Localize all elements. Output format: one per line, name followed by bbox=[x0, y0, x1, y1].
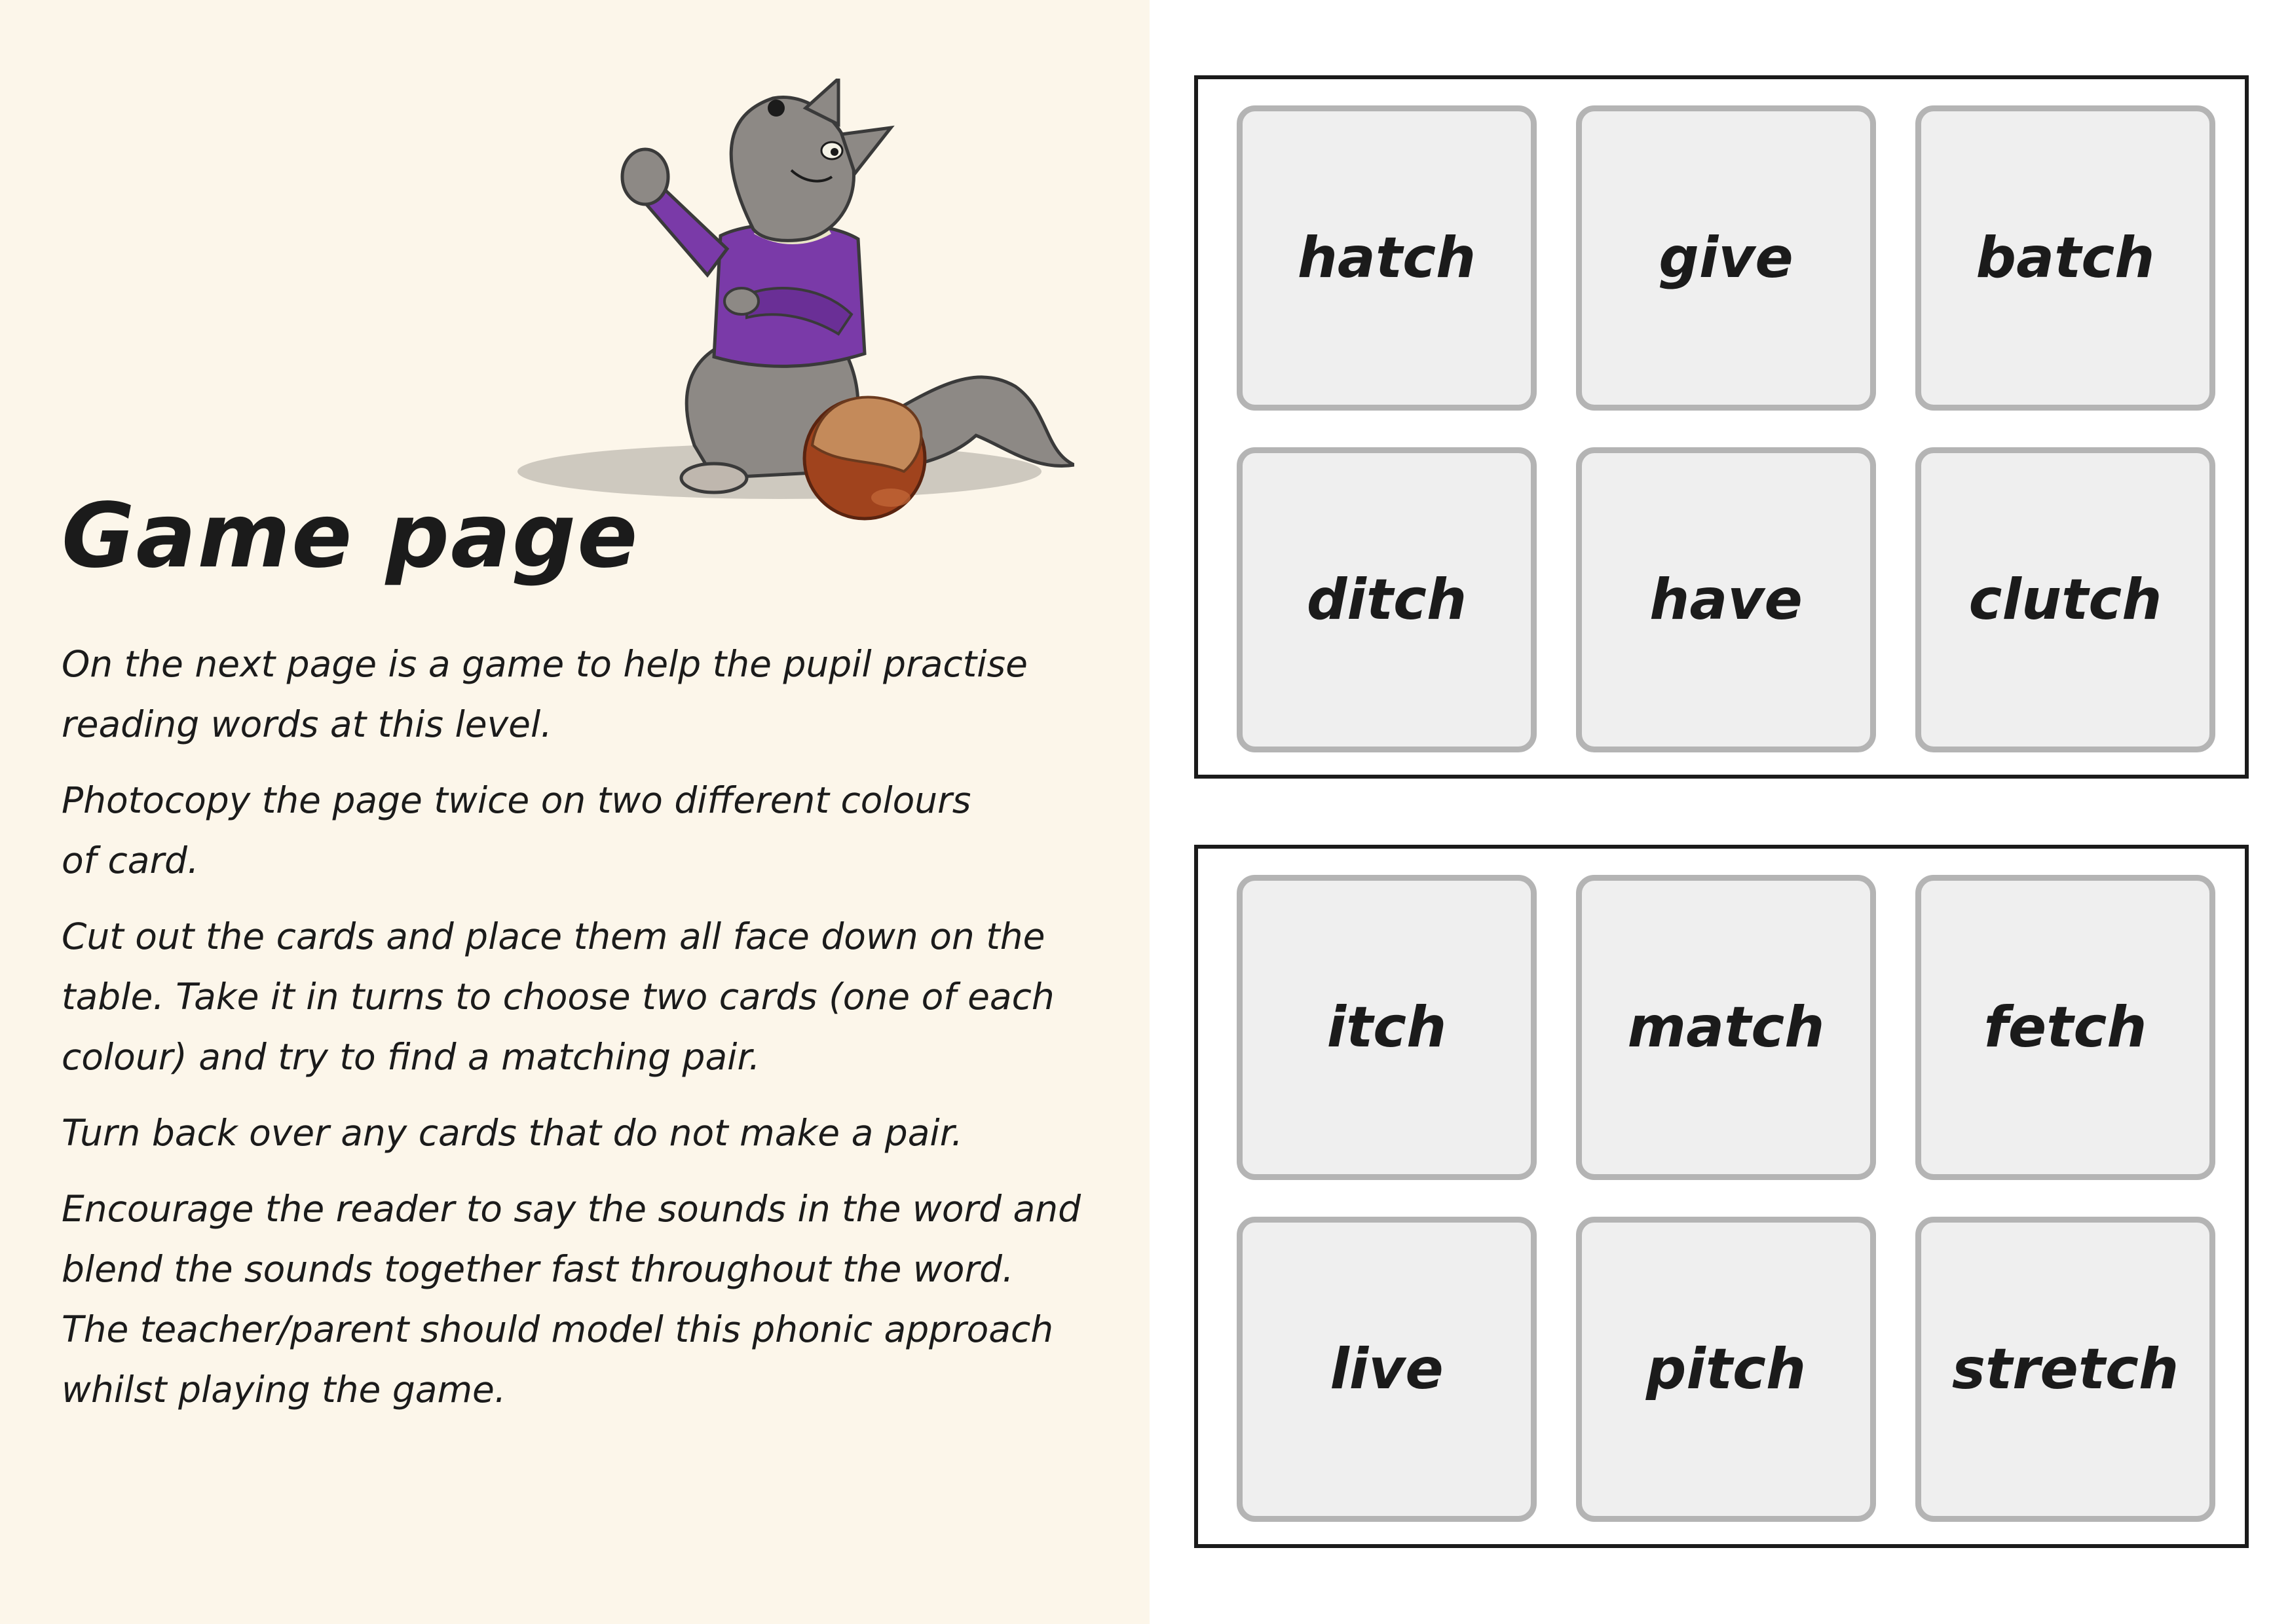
instruction-paragraph: Photocopy the page twice on two different colours of card. bbox=[62, 779, 971, 881]
word-card[interactable]: hatch bbox=[1237, 105, 1537, 411]
instruction-paragraph: Turn back over any cards that do not make a pair. bbox=[62, 1112, 963, 1154]
word-card[interactable]: give bbox=[1576, 105, 1876, 411]
instructions-text bbox=[62, 634, 1123, 1435]
instruction-paragraph: On the next page is a game to help the pupil practise reading words at this level. bbox=[62, 643, 1028, 745]
word-card[interactable]: ditch bbox=[1237, 447, 1537, 752]
page-title: Game page bbox=[62, 485, 639, 588]
word-card[interactable]: clutch bbox=[1915, 447, 2215, 752]
instruction-paragraph: Cut out the cards and place them all face down on the table. Take it in turns to choose two cards (one of each colour) and try to find a matching pair. bbox=[62, 915, 1055, 1078]
word-card[interactable]: pitch bbox=[1576, 1217, 1876, 1522]
card-set-2 bbox=[1194, 845, 2249, 1548]
word-card[interactable]: batch bbox=[1915, 105, 2215, 411]
instruction-paragraph: Encourage the reader to say the sounds in the word and blend the sounds together fast throughout the word. The teacher/parent should model this phonic approach whilst playing the game. bbox=[62, 1188, 1081, 1411]
word-card[interactable]: itch bbox=[1237, 875, 1537, 1180]
word-card[interactable]: have bbox=[1576, 447, 1876, 752]
card-set-1 bbox=[1194, 75, 2249, 779]
word-card[interactable]: stretch bbox=[1915, 1217, 2215, 1522]
squirrel-with-acorn-illustration bbox=[498, 79, 1074, 537]
word-card[interactable]: match bbox=[1576, 875, 1876, 1180]
word-card[interactable]: live bbox=[1237, 1217, 1537, 1522]
word-card[interactable]: fetch bbox=[1915, 875, 2215, 1180]
